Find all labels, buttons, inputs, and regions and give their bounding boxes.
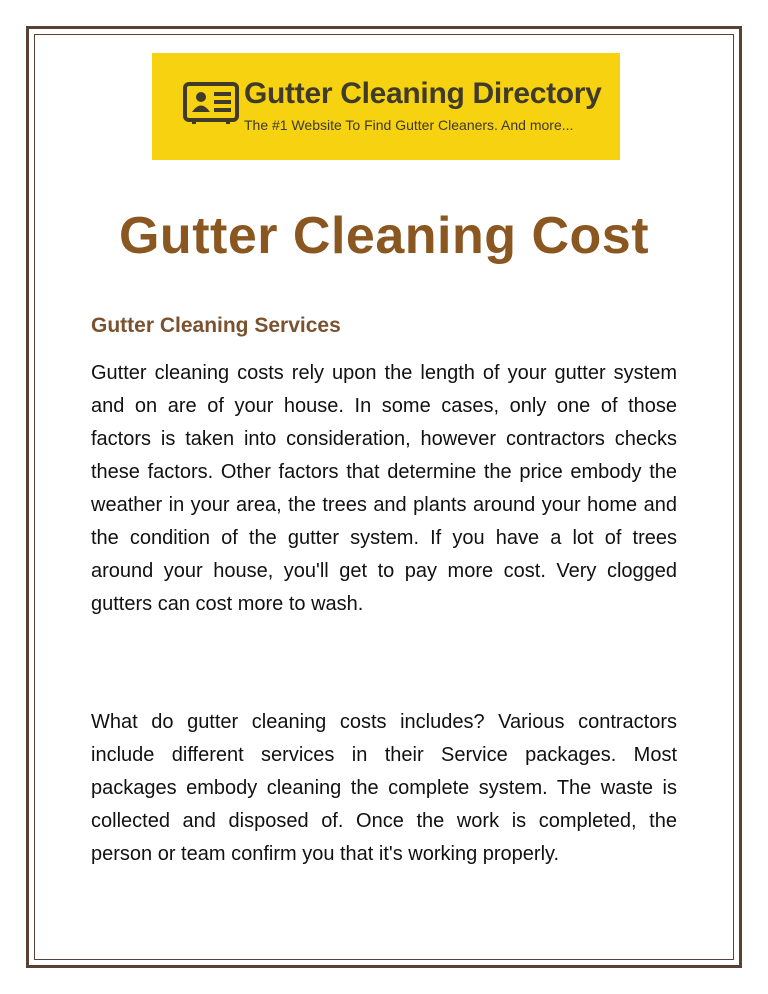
paragraph: Gutter cleaning costs rely upon the length of your gutter system and on are of your house. In some cases, only one of those factors is taken into consideration, however contractors checks these factors. Other factors that determine the price embody the weather in your area, the trees and plants around your home and the condition of the gutter system. If you have a lot of trees around your house, you'll get to pay more cost. Very clogged gutters can cost more to wash. xyxy=(91,362,677,615)
section-heading: Gutter Cleaning Services xyxy=(91,314,341,337)
logo-banner xyxy=(152,53,620,160)
logo-tagline: The #1 Website To Find Gutter Cleaners. And more... xyxy=(244,117,574,133)
directory-card-icon xyxy=(182,81,240,125)
logo-title: Gutter Cleaning Directory xyxy=(244,77,602,110)
page-title: Gutter Cleaning Cost xyxy=(118,207,650,265)
paragraph: What do gutter cleaning costs includes? Various contractors include different services in their Service packages. Most packages embody cleaning the complete system. The waste is collected and disposed of. Once the work is completed, the person or team confirm you that it's working properly. xyxy=(91,711,677,865)
